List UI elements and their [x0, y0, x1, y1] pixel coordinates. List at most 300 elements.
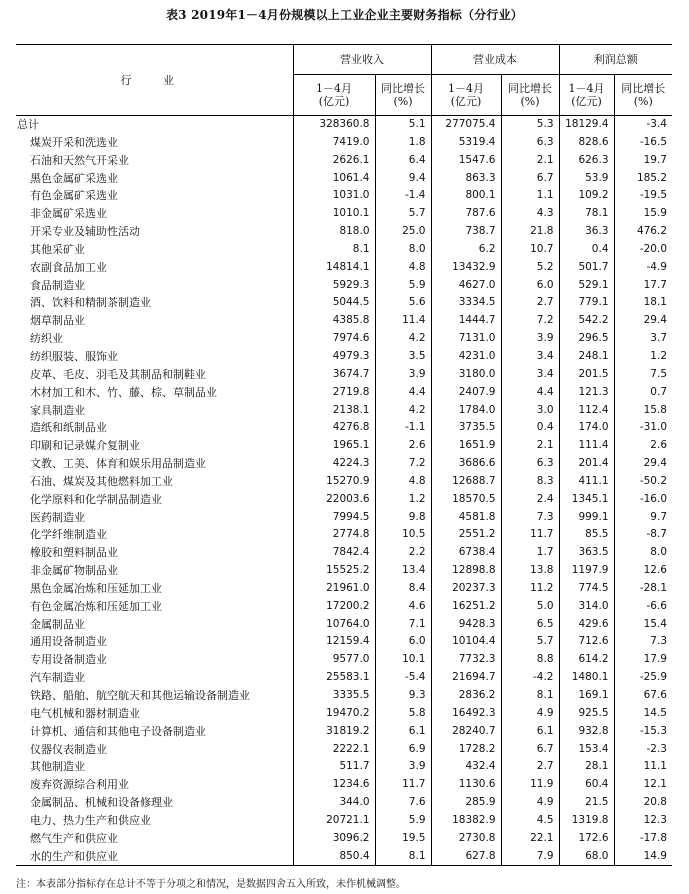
- revenue-value: 25583.1: [293, 669, 375, 687]
- cost-group-header: 营业成本: [431, 45, 559, 75]
- profit-value: 1319.8: [559, 812, 614, 830]
- revenue-growth: 5.7: [375, 205, 431, 223]
- table-row: [16, 758, 672, 776]
- cost-value: 21694.7: [431, 669, 501, 687]
- cost-value: 1444.7: [431, 312, 501, 330]
- revenue-value: 4276.8: [293, 419, 375, 437]
- revenue-growth: 6.1: [375, 723, 431, 741]
- industry-name: 石油、煤炭及其他燃料加工业: [30, 474, 173, 488]
- profit-value: 411.1: [559, 473, 614, 491]
- table-row: [16, 348, 672, 366]
- profit-growth: 12.1: [614, 776, 672, 794]
- table-row: [16, 330, 672, 348]
- revenue-growth: 5.9: [375, 812, 431, 830]
- profit-value: 121.3: [559, 384, 614, 402]
- industry-name: 水的生产和供应业: [16, 848, 293, 866]
- industry-name: 电气机械和器材制造业: [30, 706, 140, 720]
- cost-growth: 6.7: [501, 741, 559, 759]
- cost-growth: 2.1: [501, 152, 559, 170]
- cost-growth: 2.7: [501, 294, 559, 312]
- revenue-value: 1965.1: [293, 437, 375, 455]
- cost-growth: 6.5: [501, 616, 559, 634]
- industry-name: 电力、热力生产和供应业: [30, 813, 151, 827]
- cost-value: 4231.0: [431, 348, 501, 366]
- revenue-growth: 7.2: [375, 455, 431, 473]
- profit-value: 248.1: [559, 348, 614, 366]
- cost-value: 2836.2: [431, 687, 501, 705]
- revenue-growth: 8.1: [375, 848, 431, 866]
- cost-value: 863.3: [431, 170, 501, 188]
- profit-value: 1197.9: [559, 562, 614, 580]
- cost-value: 1547.6: [431, 152, 501, 170]
- revenue-value: 1010.1: [293, 205, 375, 223]
- revenue-growth: 5.9: [375, 277, 431, 295]
- cost-growth: 11.2: [501, 580, 559, 598]
- profit-growth-header: 同比增长 (%): [614, 75, 672, 116]
- revenue-value: 20721.1: [293, 812, 375, 830]
- industry-name: 煤炭开采和洗选业: [30, 135, 118, 149]
- cost-value: 1784.0: [431, 402, 501, 420]
- profit-value: 85.5: [559, 526, 614, 544]
- cost-growth: 5.3: [501, 116, 559, 134]
- industry-name: 印刷和记录媒介复制业: [30, 439, 140, 453]
- revenue-value: 4385.8: [293, 312, 375, 330]
- profit-growth: 9.7: [614, 509, 672, 527]
- profit-value: 172.6: [559, 830, 614, 848]
- revenue-value: 7974.6: [293, 330, 375, 348]
- industry-name: 汽车制造业: [30, 671, 85, 685]
- profit-value: 112.4: [559, 402, 614, 420]
- table-row: [16, 830, 672, 848]
- cost-growth: 13.8: [501, 562, 559, 580]
- cost-growth: 10.7: [501, 241, 559, 259]
- cost-growth: 4.3: [501, 205, 559, 223]
- revenue-value: 4979.3: [293, 348, 375, 366]
- table-row: [16, 723, 672, 741]
- cost-growth: 8.1: [501, 687, 559, 705]
- profit-growth: 3.7: [614, 330, 672, 348]
- revenue-growth: 19.5: [375, 830, 431, 848]
- revenue-value: 4224.3: [293, 455, 375, 473]
- revenue-growth: 1.8: [375, 134, 431, 152]
- profit-growth: -2.3: [614, 741, 672, 759]
- profit-group-header: 利润总额: [559, 45, 672, 75]
- revenue-growth: 4.8: [375, 259, 431, 277]
- revenue-growth: 8.4: [375, 580, 431, 598]
- profit-value: 201.5: [559, 366, 614, 384]
- table-row: [16, 134, 672, 152]
- profit-growth: 20.8: [614, 794, 672, 812]
- profit-value: 828.6: [559, 134, 614, 152]
- revenue-growth: 2.2: [375, 544, 431, 562]
- cost-value: 787.6: [431, 205, 501, 223]
- industry-name: 开采专业及辅助性活动: [30, 225, 140, 239]
- cost-growth: 2.4: [501, 491, 559, 509]
- profit-value: 779.1: [559, 294, 614, 312]
- cost-value: 2730.8: [431, 830, 501, 848]
- profit-value: 542.2: [559, 312, 614, 330]
- revenue-value: 2222.1: [293, 741, 375, 759]
- profit-growth: -6.6: [614, 598, 672, 616]
- revenue-growth: 25.0: [375, 223, 431, 241]
- revenue-value: 511.7: [293, 758, 375, 776]
- table-row: [16, 473, 672, 491]
- cost-value: 2407.9: [431, 384, 501, 402]
- table-row: [16, 170, 672, 188]
- profit-growth: -25.9: [614, 669, 672, 687]
- cost-growth: 3.4: [501, 348, 559, 366]
- profit-growth: 67.6: [614, 687, 672, 705]
- profit-value: 429.6: [559, 616, 614, 634]
- profit-growth: 17.9: [614, 651, 672, 669]
- profit-value: 109.2: [559, 187, 614, 205]
- table-row: [16, 116, 672, 134]
- cost-value: 1130.6: [431, 776, 501, 794]
- revenue-growth: 5.6: [375, 294, 431, 312]
- cost-growth: 4.5: [501, 812, 559, 830]
- revenue-value: 5929.3: [293, 277, 375, 295]
- table-row: [16, 562, 672, 580]
- industry-name: 铁路、船舶、航空航天和其他运输设备制造业: [30, 689, 250, 702]
- profit-value: 296.5: [559, 330, 614, 348]
- revenue-growth: -1.4: [375, 187, 431, 205]
- cost-period-header: 1－4月 (亿元): [431, 75, 501, 116]
- industry-name: 石油和天然气开采业: [30, 153, 129, 167]
- cost-growth: 7.3: [501, 509, 559, 527]
- profit-value: 28.1: [559, 758, 614, 776]
- profit-growth: 14.5: [614, 705, 672, 723]
- cost-value: 1728.2: [431, 741, 501, 759]
- industry-name: 食品制造业: [30, 278, 85, 292]
- profit-growth: 19.7: [614, 152, 672, 170]
- table-row: [16, 491, 672, 509]
- revenue-value: 328360.8: [293, 116, 375, 134]
- industry-name: 废弃资源综合利用业: [30, 778, 129, 792]
- revenue-value: 7994.5: [293, 509, 375, 527]
- revenue-growth: 9.4: [375, 170, 431, 188]
- revenue-value: 3335.5: [293, 687, 375, 705]
- cost-growth: 6.1: [501, 723, 559, 741]
- revenue-growth: -5.4: [375, 669, 431, 687]
- profit-value: 18129.4: [559, 116, 614, 134]
- revenue-growth: 7.1: [375, 616, 431, 634]
- profit-value: 774.5: [559, 580, 614, 598]
- cost-growth: 2.1: [501, 437, 559, 455]
- cost-growth: 11.9: [501, 776, 559, 794]
- cost-value: 277075.4: [431, 116, 501, 134]
- profit-value: 68.0: [559, 848, 614, 866]
- cost-growth: 7.2: [501, 312, 559, 330]
- revenue-value: 9577.0: [293, 651, 375, 669]
- revenue-value: 3674.7: [293, 366, 375, 384]
- cost-growth: 2.7: [501, 758, 559, 776]
- cost-value: 6738.4: [431, 544, 501, 562]
- revenue-growth: 4.2: [375, 402, 431, 420]
- cost-value: 627.8: [431, 848, 501, 866]
- cost-growth: 3.9: [501, 330, 559, 348]
- profit-growth: 17.7: [614, 277, 672, 295]
- profit-growth: -17.8: [614, 830, 672, 848]
- cost-value: 432.4: [431, 758, 501, 776]
- industry-name: 农副食品加工业: [30, 260, 107, 274]
- table-row: [16, 259, 672, 277]
- revenue-growth: -1.1: [375, 419, 431, 437]
- revenue-value: 15270.9: [293, 473, 375, 491]
- profit-value: 1345.1: [559, 491, 614, 509]
- revenue-growth: 4.8: [375, 473, 431, 491]
- revenue-growth: 3.9: [375, 758, 431, 776]
- revenue-value: 818.0: [293, 223, 375, 241]
- table-row: [16, 402, 672, 420]
- profit-value: 501.7: [559, 259, 614, 277]
- cost-growth: 4.9: [501, 705, 559, 723]
- cost-growth: 8.8: [501, 651, 559, 669]
- profit-growth: -16.5: [614, 134, 672, 152]
- industry-name: 金属制品业: [30, 617, 85, 631]
- cost-value: 285.9: [431, 794, 501, 812]
- industry-name: 其他制造业: [30, 760, 85, 774]
- cost-value: 18382.9: [431, 812, 501, 830]
- industry-name: 计算机、通信和其他电子设备制造业: [30, 724, 206, 738]
- industry-name: 木材加工和木、竹、藤、棕、草制品业: [30, 385, 217, 399]
- cost-value: 16251.2: [431, 598, 501, 616]
- revenue-growth: 11.7: [375, 776, 431, 794]
- profit-value: 712.6: [559, 633, 614, 651]
- table-row: [16, 152, 672, 170]
- profit-growth: 12.3: [614, 812, 672, 830]
- revenue-value: 7419.0: [293, 134, 375, 152]
- profit-value: 53.9: [559, 170, 614, 188]
- revenue-value: 2719.8: [293, 384, 375, 402]
- profit-value: 1480.1: [559, 669, 614, 687]
- profit-value: 60.4: [559, 776, 614, 794]
- table-row: [16, 526, 672, 544]
- revenue-group-header: 营业收入: [293, 45, 431, 75]
- cost-growth: 4.9: [501, 794, 559, 812]
- profit-value: 201.4: [559, 455, 614, 473]
- profit-value: 314.0: [559, 598, 614, 616]
- industry-name: 其他采矿业: [30, 242, 85, 256]
- profit-growth: 476.2: [614, 223, 672, 241]
- industry-name: 文教、工美、体育和娱乐用品制造业: [30, 457, 206, 471]
- table-row: [16, 544, 672, 562]
- cost-value: 1651.9: [431, 437, 501, 455]
- revenue-growth: 2.6: [375, 437, 431, 455]
- profit-growth: -20.0: [614, 241, 672, 259]
- profit-value: 111.4: [559, 437, 614, 455]
- cost-growth: 6.7: [501, 170, 559, 188]
- profit-value: 0.4: [559, 241, 614, 259]
- cost-growth: 1.7: [501, 544, 559, 562]
- industry-name: 家具制造业: [30, 403, 85, 417]
- footnote: 注：本表部分指标存在总计不等于分项之和情况，是数据四舍五入所致，未作机械调整。: [16, 879, 406, 890]
- revenue-growth: 9.3: [375, 687, 431, 705]
- table-row: [16, 241, 672, 259]
- table-row: [16, 705, 672, 723]
- table-row: [16, 848, 672, 866]
- cost-value: 20237.3: [431, 580, 501, 598]
- revenue-growth: 6.4: [375, 152, 431, 170]
- financial-indicators-table: [16, 44, 672, 866]
- industry-name: 通用设备制造业: [30, 635, 107, 649]
- table-row: [16, 794, 672, 812]
- profit-growth: 15.8: [614, 402, 672, 420]
- table-row: [16, 509, 672, 527]
- table-row: [16, 205, 672, 223]
- revenue-value: 850.4: [293, 848, 375, 866]
- table-row: [16, 616, 672, 634]
- industry-name: 纺织服装、服饰业: [30, 349, 118, 363]
- revenue-growth: 4.2: [375, 330, 431, 348]
- table-row: [16, 812, 672, 830]
- profit-period-header: 1－4月 (亿元): [559, 75, 614, 116]
- revenue-growth: 6.0: [375, 633, 431, 651]
- industry-name: 橡胶和塑料制品业: [30, 546, 118, 560]
- cost-growth: 22.1: [501, 830, 559, 848]
- revenue-value: 10764.0: [293, 616, 375, 634]
- industry-name: 有色金属矿采选业: [30, 189, 118, 203]
- revenue-growth: 5.8: [375, 705, 431, 723]
- revenue-value: 31819.2: [293, 723, 375, 741]
- profit-growth: 1.2: [614, 348, 672, 366]
- industry-name: 烟草制品业: [30, 314, 85, 328]
- table-row: [16, 277, 672, 295]
- profit-growth: -8.7: [614, 526, 672, 544]
- profit-value: 925.5: [559, 705, 614, 723]
- profit-growth: 11.1: [614, 758, 672, 776]
- industry-name: 黑色金属冶炼和压延加工业: [30, 581, 162, 595]
- cost-value: 2551.2: [431, 526, 501, 544]
- profit-growth: -16.0: [614, 491, 672, 509]
- cost-growth: 8.3: [501, 473, 559, 491]
- table-row: [16, 651, 672, 669]
- revenue-value: 8.1: [293, 241, 375, 259]
- revenue-value: 19470.2: [293, 705, 375, 723]
- profit-value: 932.8: [559, 723, 614, 741]
- revenue-value: 14814.1: [293, 259, 375, 277]
- cost-value: 6.2: [431, 241, 501, 259]
- profit-growth: 15.9: [614, 205, 672, 223]
- profit-growth: 29.4: [614, 312, 672, 330]
- cost-value: 28240.7: [431, 723, 501, 741]
- industry-name: 酒、饮料和精制茶制造业: [30, 296, 151, 310]
- table-row: [16, 741, 672, 759]
- industry-name: 有色金属冶炼和压延加工业: [30, 599, 162, 613]
- industry-header: 行 业: [16, 45, 293, 116]
- cost-value: 16492.3: [431, 705, 501, 723]
- revenue-value: 21961.0: [293, 580, 375, 598]
- revenue-growth: 5.1: [375, 116, 431, 134]
- revenue-growth: 9.8: [375, 509, 431, 527]
- cost-growth: 21.8: [501, 223, 559, 241]
- profit-growth: 8.0: [614, 544, 672, 562]
- cost-growth: 7.9: [501, 848, 559, 866]
- cost-growth-header: 同比增长 (%): [501, 75, 559, 116]
- profit-growth: -3.4: [614, 116, 672, 134]
- revenue-value: 1234.6: [293, 776, 375, 794]
- profit-growth: -31.0: [614, 419, 672, 437]
- cost-value: 800.1: [431, 187, 501, 205]
- table-row: [16, 366, 672, 384]
- profit-value: 153.4: [559, 741, 614, 759]
- cost-value: 12688.7: [431, 473, 501, 491]
- industry-name: 燃气生产和供应业: [30, 831, 118, 845]
- revenue-value: 2774.8: [293, 526, 375, 544]
- cost-growth: 6.3: [501, 134, 559, 152]
- table-row: [16, 580, 672, 598]
- profit-growth: 7.5: [614, 366, 672, 384]
- table-title: 表3 2019年1－4月份规模以上工业企业主要财务指标（分行业）: [165, 8, 524, 22]
- industry-name: 黑色金属矿采选业: [30, 171, 118, 185]
- table-row: [16, 223, 672, 241]
- table-row: [16, 633, 672, 651]
- table-row: [16, 437, 672, 455]
- profit-growth: -4.9: [614, 259, 672, 277]
- revenue-period-header: 1－4月 (亿元): [293, 75, 375, 116]
- table-row: [16, 776, 672, 794]
- revenue-value: 22003.6: [293, 491, 375, 509]
- revenue-value: 17200.2: [293, 598, 375, 616]
- revenue-value: 15525.2: [293, 562, 375, 580]
- cost-growth: 5.0: [501, 598, 559, 616]
- industry-name: 造纸和纸制品业: [30, 421, 107, 435]
- table-row: [16, 384, 672, 402]
- revenue-value: 7842.4: [293, 544, 375, 562]
- profit-growth: -28.1: [614, 580, 672, 598]
- revenue-growth: 7.6: [375, 794, 431, 812]
- cost-growth: 0.4: [501, 419, 559, 437]
- industry-name: 皮革、毛皮、羽毛及其制品和制鞋业: [30, 367, 206, 381]
- revenue-growth: 4.6: [375, 598, 431, 616]
- profit-growth: -50.2: [614, 473, 672, 491]
- table-row: [16, 419, 672, 437]
- profit-value: 21.5: [559, 794, 614, 812]
- revenue-value: 2138.1: [293, 402, 375, 420]
- table-row: [16, 687, 672, 705]
- revenue-growth: 3.5: [375, 348, 431, 366]
- cost-growth: 1.1: [501, 187, 559, 205]
- cost-value: 7131.0: [431, 330, 501, 348]
- profit-growth: 18.1: [614, 294, 672, 312]
- revenue-value: 5044.5: [293, 294, 375, 312]
- profit-value: 626.3: [559, 152, 614, 170]
- profit-growth: 185.2: [614, 170, 672, 188]
- cost-value: 9428.3: [431, 616, 501, 634]
- industry-name: 非金属矿采选业: [30, 207, 107, 221]
- revenue-value: 344.0: [293, 794, 375, 812]
- industry-name: 总计: [17, 118, 39, 131]
- revenue-value: 1061.4: [293, 170, 375, 188]
- industry-name: 仪器仪表制造业: [30, 742, 107, 756]
- profit-value: 363.5: [559, 544, 614, 562]
- industry-name: 化学纤维制造业: [30, 528, 107, 542]
- cost-growth: 5.2: [501, 259, 559, 277]
- cost-growth: 6.3: [501, 455, 559, 473]
- revenue-growth: 11.4: [375, 312, 431, 330]
- table-row: [16, 669, 672, 687]
- revenue-growth: 6.9: [375, 741, 431, 759]
- revenue-growth: 3.9: [375, 366, 431, 384]
- cost-growth: 3.0: [501, 402, 559, 420]
- cost-growth: 3.4: [501, 366, 559, 384]
- profit-value: 36.3: [559, 223, 614, 241]
- revenue-growth: 1.2: [375, 491, 431, 509]
- table-row: [16, 312, 672, 330]
- profit-value: 174.0: [559, 419, 614, 437]
- cost-value: 738.7: [431, 223, 501, 241]
- revenue-growth-header: 同比增长 (%): [375, 75, 431, 116]
- revenue-value: 3096.2: [293, 830, 375, 848]
